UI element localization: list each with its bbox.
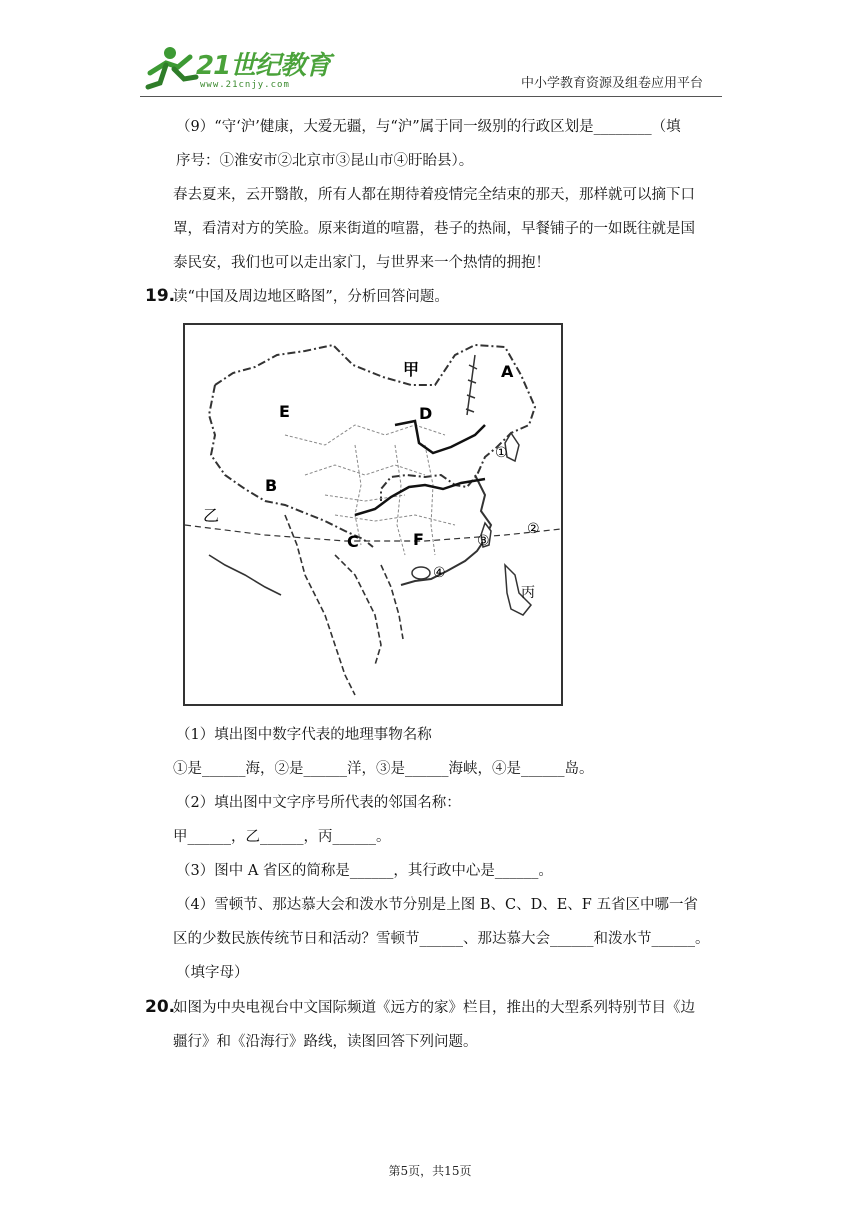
question-19-number: 19. xyxy=(145,286,176,306)
q19-sub4-line-1: （4）雪顿节、那达慕大会和泼水节分别是上图 B、C、D、E、F 五省区中哪一省 xyxy=(176,897,698,913)
question-20-number: 20. xyxy=(145,997,176,1017)
label-C: C xyxy=(347,532,359,551)
label-bing: 丙 xyxy=(521,585,535,601)
label-D: D xyxy=(419,404,433,423)
q19-sub1-title: （1）填出图中数字代表的地理事物名称 xyxy=(176,727,432,743)
question-20-line-1: 如图为中央电视台中文国际频道《远方的家》栏目，推出的大型系列特别节目《边 xyxy=(173,1000,695,1016)
yangtze-river xyxy=(355,479,485,515)
paragraph-line-2: 罩，看清对方的笑脸。原来街道的喧嚣，巷子的热闹，早餐铺子的一如既往就是国 xyxy=(173,221,695,237)
q19-sub4-line-3: （填字母） xyxy=(176,965,249,981)
label-yi: 乙 xyxy=(203,506,220,525)
logo-url: www.21cnjy.com xyxy=(200,80,290,90)
label-n4: ④ xyxy=(433,565,446,581)
southeast-asia-outline xyxy=(285,515,403,695)
hainan-island xyxy=(412,567,430,579)
china-map-svg xyxy=(185,325,561,704)
q19-sub2-line: 甲______，乙______，丙______。 xyxy=(173,829,391,845)
label-n1: ① xyxy=(495,445,508,461)
q19-sub1-line: ①是______海，②是______洋，③是______海峡，④是______岛。 xyxy=(173,761,594,777)
india-coast xyxy=(209,555,281,595)
province-boundaries xyxy=(285,425,455,555)
yellow-river xyxy=(395,421,485,453)
header-divider xyxy=(140,96,722,97)
question-20-line-2: 疆行》和《沿海行》路线，读图回答下列问题。 xyxy=(173,1034,478,1050)
page-number: 第5页，共15页 xyxy=(388,1164,472,1178)
q9-line-1: （9）“守‘沪’健康，大爱无疆，与“沪”属于同一级别的行政区划是________（填 xyxy=(176,119,681,135)
label-B: B xyxy=(265,476,278,495)
logo-runner-icon xyxy=(140,43,200,93)
label-F: F xyxy=(413,530,424,549)
q9-line-2: 序号：①淮安市②北京市③昆山市④盱眙县）。 xyxy=(176,153,474,169)
platform-name: 中小学教育资源及组卷应用平台 xyxy=(521,76,704,91)
q19-sub4-line-2: 区的少数民族传统节日和活动？雪顿节______、那达慕大会______和泼水节______。 xyxy=(173,931,710,947)
logo-text: 21世纪教育 xyxy=(196,51,331,81)
paragraph-line-1: 春去夏来，云开翳散，所有人都在期待着疫情完全结束的那天，那样就可以摘下口 xyxy=(173,187,695,203)
q19-sub2-title: （2）填出图中文字序号所代表的邻国名称： xyxy=(176,795,461,811)
china-border-line xyxy=(215,345,535,501)
west-border-line xyxy=(209,385,373,547)
label-n2: ② xyxy=(527,521,540,537)
china-map-figure xyxy=(183,323,563,706)
tropic-line xyxy=(185,525,561,541)
label-A: A xyxy=(501,362,514,381)
label-E: E xyxy=(279,402,290,421)
label-n3: ③ xyxy=(477,533,490,549)
paragraph-line-3: 泰民安，我们也可以走出家门，与世界来一个热情的拥抱！ xyxy=(173,255,550,271)
question-19-stem: 读“中国及周边地区略图”，分析回答问题。 xyxy=(173,289,449,305)
mountain-range xyxy=(466,355,477,415)
q19-sub3-line: （3）图中 A 省区的简称是______，其行政中心是______。 xyxy=(176,863,553,879)
label-jia: 甲 xyxy=(403,360,420,379)
